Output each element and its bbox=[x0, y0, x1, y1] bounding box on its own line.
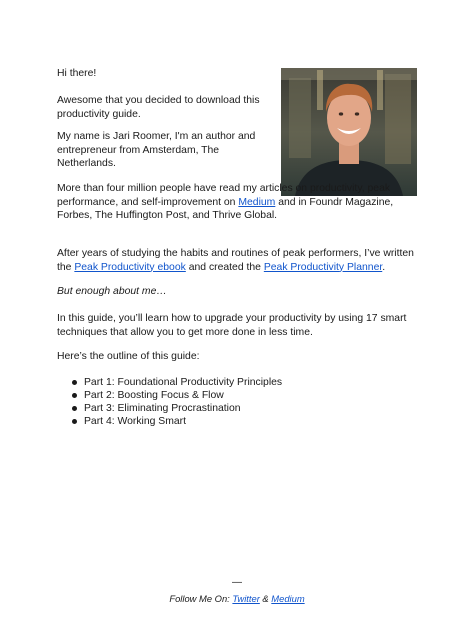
paragraph-transition: But enough about me… bbox=[57, 286, 167, 297]
bullet-icon bbox=[72, 380, 77, 385]
paragraph-products bbox=[57, 247, 419, 274]
bullet-icon bbox=[72, 406, 77, 411]
outline-item bbox=[72, 415, 282, 428]
bullet-icon bbox=[72, 419, 77, 424]
outline-item bbox=[72, 389, 282, 402]
peak-productivity-ebook-link[interactable]: Peak Productivity ebook bbox=[74, 261, 186, 273]
footer-follow bbox=[0, 593, 474, 604]
footer-prefix: Follow Me On: bbox=[169, 593, 233, 604]
paragraph-outline-heading: Here’s the outline of this guide: bbox=[57, 351, 200, 362]
peak-productivity-planner-link[interactable]: Peak Productivity Planner bbox=[263, 261, 383, 273]
medium-link[interactable]: Medium bbox=[238, 196, 276, 208]
paragraph-intro: Awesome that you decided to download this productivity guide. bbox=[57, 95, 260, 120]
footer-dash: — bbox=[232, 577, 242, 588]
author-photo bbox=[281, 68, 417, 196]
products-text-start: After years of studying the habits and routines of peak performers, I’ve written the bbox=[57, 248, 414, 273]
paragraph-author: My name is Jari Roomer, I'm an author and entrepreneur from Amsterdam, The Netherlands. bbox=[57, 131, 256, 170]
paragraph-readership bbox=[57, 182, 417, 223]
outline-item-label: Part 1: Foundational Productivity Principles bbox=[84, 377, 283, 388]
bullet-icon bbox=[72, 393, 77, 398]
readership-text-end: and in Foundr Magazine, Forbes, The Huffington Post, and Thrive Global. bbox=[57, 196, 394, 222]
paragraph-guide-summary: In this guide, you’ll learn how to upgrade your productivity by using 17 smart techniques that allow you to get more done in less time. bbox=[57, 313, 407, 338]
twitter-link[interactable]: Twitter bbox=[232, 593, 260, 604]
outline-item-label: Part 3: Eliminating Procrastination bbox=[84, 403, 241, 414]
products-text-middle: and created the bbox=[185, 261, 264, 273]
greeting: Hi there! bbox=[57, 68, 97, 79]
outline-item bbox=[72, 376, 282, 389]
products-text-end: . bbox=[382, 261, 386, 273]
outline-list bbox=[72, 376, 282, 428]
readership-text-start: More than four million people have read my articles on productivity, peak performance, and self-improvement on bbox=[57, 183, 391, 208]
outline-item-label: Part 2: Boosting Focus & Flow bbox=[84, 390, 224, 401]
footer-ampersand: & bbox=[259, 593, 272, 604]
outline-item bbox=[72, 402, 282, 415]
footer-medium-link[interactable]: Medium bbox=[271, 593, 305, 604]
outline-item-label: Part 4: Working Smart bbox=[84, 416, 187, 427]
